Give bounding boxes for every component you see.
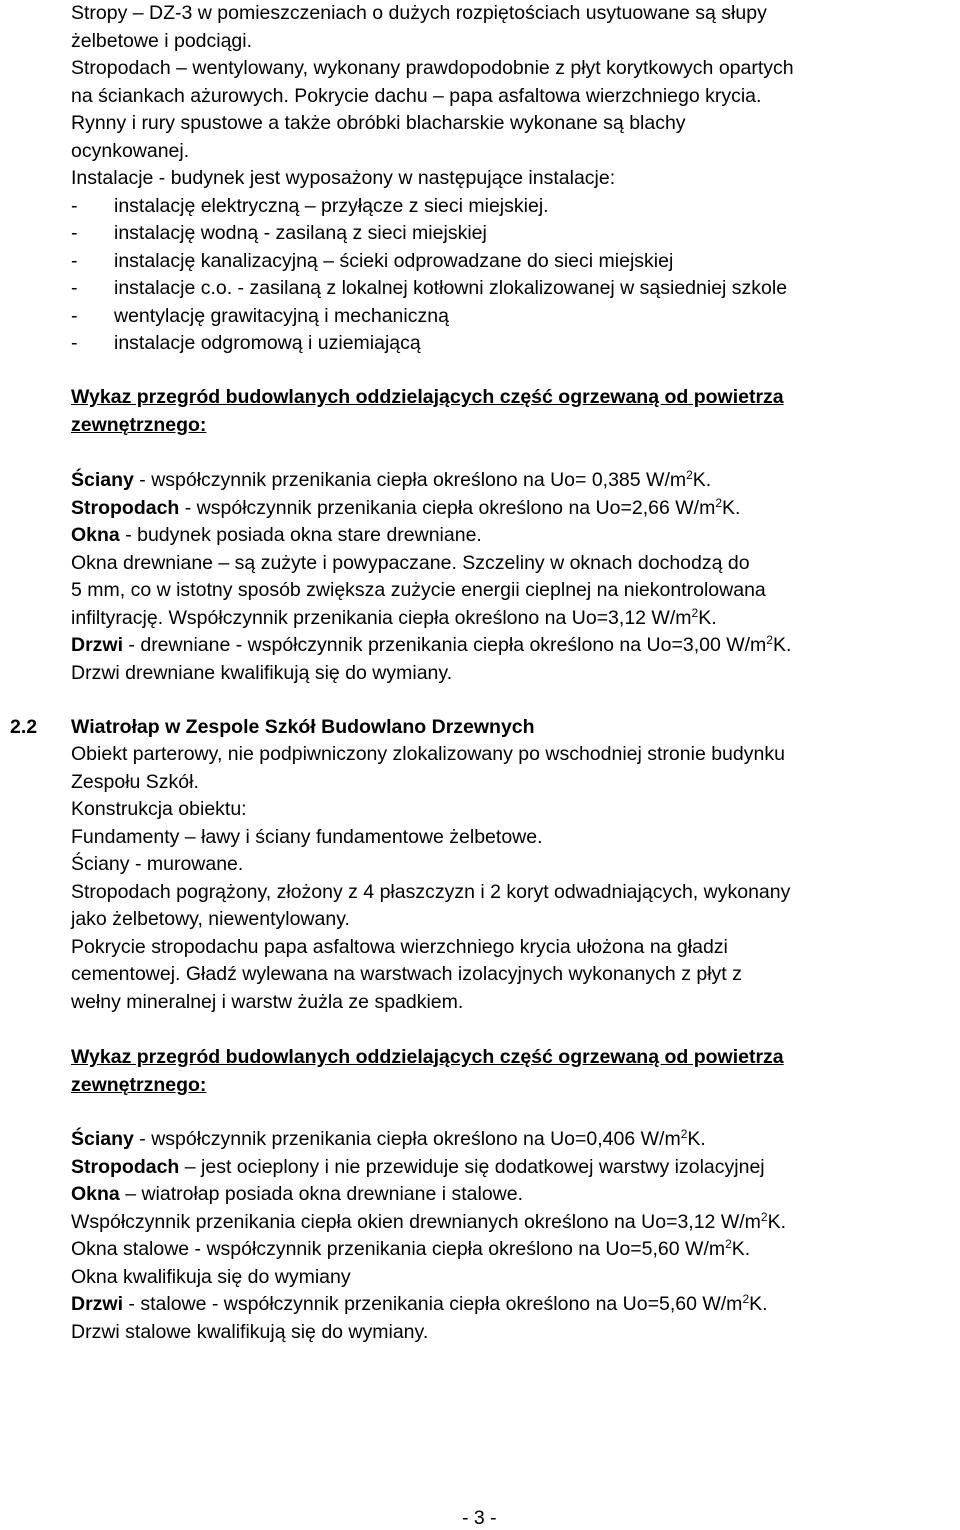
text-line <box>71 83 761 110</box>
unit-suffix: K. <box>767 1210 787 1233</box>
text-line <box>71 1209 786 1236</box>
text-line <box>71 330 421 357</box>
bold-label: Okna <box>71 524 120 546</box>
line-text: 5 mm, co w istotny sposób zwiększa zużycie energii cieplnej na niekontrolowana <box>71 579 766 601</box>
unit-suffix: K. <box>731 1238 751 1260</box>
line-text: - współczynnik przenikania ciepła określono na Uo=2,66 W/m <box>179 496 716 519</box>
line-text: Ściany - murowane. <box>71 853 244 875</box>
line-text: Okna drewniane – są zużyte i powypaczane. Szczeliny w oknach dochodzą do <box>71 551 750 574</box>
line-text: - współczynnik przenikania ciepła określono na Uo=0,406 W/m <box>133 1128 681 1150</box>
text-line <box>71 275 787 302</box>
line-text: Współczynnik przenikania ciepła okien drewnianych określono na Uo=3,12 W/m <box>71 1210 761 1233</box>
text-line <box>71 605 717 632</box>
unit-suffix: K. <box>687 1128 706 1150</box>
text-line <box>71 550 750 577</box>
line-text: Instalacje - budynek jest wyposażony w następujące instalacje: <box>71 167 616 189</box>
line-text: - drewniane - współczynnik przenikania ciepła określono na Uo=3,00 W/m <box>123 634 767 656</box>
bullet-dash: - <box>71 194 78 217</box>
bold-label: Ściany <box>71 1128 134 1150</box>
text-line <box>71 961 742 988</box>
line-text: żelbetowe i podciągi. <box>71 29 253 52</box>
bullet-dash: - <box>71 249 78 272</box>
bullet-dash: - <box>71 304 78 327</box>
bold-label: Drzwi <box>71 634 124 656</box>
bullet-text: instalację kanalizacyjną – ścieki odprowadzane do sieci miejskiej <box>114 249 674 272</box>
superscript: 2 <box>686 468 693 482</box>
text-line <box>71 1126 706 1153</box>
line-text: Rynny i rury spustowe a także obróbki blacharskie wykonane są blachy <box>71 112 686 134</box>
text-line <box>71 522 482 549</box>
unit-suffix: K. <box>722 496 741 519</box>
text-line <box>71 906 350 933</box>
superscript: 2 <box>766 633 773 647</box>
line-text: Fundamenty – ławy i ściany fundamentowe żelbetowe. <box>71 825 543 848</box>
text-line <box>71 165 615 192</box>
line-text: Obiekt parterowy, nie podpiwniczony zlokalizowany po wschodniej stronie budynku <box>71 743 785 765</box>
text-line <box>71 1264 351 1291</box>
line-text: Konstrukcja obiektu: <box>71 798 247 820</box>
bold-label: Stropodach <box>71 496 180 519</box>
line-text: - stalowe - współczynnik przenikania ciepła określono na Uo=5,60 W/m <box>123 1293 743 1315</box>
line-text: – wiatrołap posiada okna drewniane i stalowe. <box>119 1183 524 1205</box>
heading-line: zewnętrznego: <box>71 413 207 436</box>
superscript: 2 <box>680 1127 688 1141</box>
line-text: Stropy – DZ-3 w pomieszczeniach o dużych rozpiętościach usytuowane są słupy <box>71 2 767 24</box>
text-line <box>71 248 673 275</box>
text-line <box>71 55 794 82</box>
page-number: - 3 - <box>462 1507 497 1529</box>
bullet-text: instalacje c.o. - zasilaną z lokalnej kotłowni zlokalizowanej w sąsiedniej szkole <box>114 277 788 299</box>
text-line <box>71 632 791 659</box>
line-text: – jest ocieplony i nie przewiduje się dodatkowej warstwy izolacyjnej <box>179 1155 765 1178</box>
text-line <box>71 1291 768 1318</box>
text-line <box>71 879 790 906</box>
bold-label: Ściany <box>71 469 134 491</box>
bullet-text: instalację elektryczną – przyłącze z sieci miejskiej. <box>114 194 549 217</box>
text-line <box>71 0 767 27</box>
unit-suffix: K. <box>749 1293 768 1315</box>
superscript: 2 <box>760 1209 768 1224</box>
text-line <box>71 851 243 878</box>
line-text: jako żelbetowy, niewentylowany. <box>71 908 350 930</box>
line-text: cementowej. Gładź wylewana na warstwach izolacyjnych wykonanych z płyt z <box>71 963 742 985</box>
line-text: infiltyrację. Współczynnik przenikania ciepła określono na Uo=3,12 W/m <box>71 606 692 629</box>
text-line <box>71 28 252 55</box>
bold-label: Stropodach <box>71 1155 180 1178</box>
bullet-text: wentylację grawitacyjną i mechaniczną <box>114 304 449 327</box>
bullet-dash: - <box>71 277 78 299</box>
superscript: 2 <box>725 1237 732 1251</box>
superscript: 2 <box>691 605 699 620</box>
section-heading <box>10 714 535 741</box>
text-line <box>71 110 686 137</box>
text-line <box>71 989 463 1016</box>
line-text: - budynek posiada okna stare drewniane. <box>119 524 482 546</box>
heading-line: Wykaz przegród budowlanych oddzielających część ogrzewaną od powietrza <box>71 1046 784 1068</box>
bullet-dash: - <box>71 222 78 244</box>
unit-suffix: K. <box>772 634 792 656</box>
heading-line: Wykaz przegród budowlanych oddzielających część ogrzewaną od powietrza <box>71 386 784 408</box>
line-text: - współczynnik przenikania ciepła określono na Uo= 0,385 W/m <box>133 469 687 491</box>
line-text: ocynkowanej. <box>71 139 190 162</box>
line-text: Okna stalowe - współczynnik przenikania ciepła określono na Uo=5,60 W/m <box>71 1238 726 1260</box>
text-line <box>71 1181 523 1208</box>
bullet-dash: - <box>71 332 78 354</box>
text-line <box>71 220 487 247</box>
text-line <box>71 934 728 961</box>
text-line <box>71 769 199 796</box>
text-line <box>71 1154 765 1181</box>
text-line <box>71 495 740 522</box>
line-text: Stropodach – wentylowany, wykonany prawdopodobnie z płyt korytkowych opartych <box>71 57 794 79</box>
unit-suffix: K. <box>692 469 712 491</box>
text-line <box>71 824 543 851</box>
text-line <box>71 577 766 604</box>
text-line <box>71 741 785 768</box>
bold-label: Drzwi <box>71 1293 124 1315</box>
superscript: 2 <box>715 495 722 510</box>
line-text: Drzwi stalowe kwalifikują się do wymiany. <box>71 1320 429 1343</box>
line-text: na ściankach ażurowych. Pokrycie dachu – papa asfaltowa wierzchniego krycia. <box>71 84 762 107</box>
text-line <box>71 796 247 823</box>
bullet-text: instalację wodną - zasilaną z sieci miejskiej <box>114 222 487 244</box>
heading-line: zewnętrznego: <box>71 1073 207 1096</box>
text-line <box>71 303 449 330</box>
section-number: 2.2 <box>10 716 38 738</box>
text-line <box>71 660 452 687</box>
bullet-text: instalacje odgromową i uziemiającą <box>114 332 421 354</box>
text-line <box>71 138 189 165</box>
line-text: Zespołu Szkół. <box>71 770 199 793</box>
text-line <box>71 467 711 494</box>
line-text: Drzwi drewniane kwalifikują się do wymiany. <box>71 661 453 684</box>
line-text: Okna kwalifikuja się do wymiany <box>71 1265 351 1288</box>
line-text: Pokrycie stropodachu papa asfaltowa wierzchniego krycia ułożona na gładzi <box>71 935 728 958</box>
text-line <box>71 1319 428 1346</box>
text-line <box>71 1236 750 1263</box>
superscript: 2 <box>742 1292 750 1306</box>
unit-suffix: K. <box>698 606 717 629</box>
line-text: wełny mineralnej i warstw żużla ze spadkiem. <box>71 990 464 1013</box>
bold-label: Okna <box>71 1183 120 1205</box>
text-line <box>71 193 549 220</box>
line-text: Stropodach pogrążony, złożony z 4 płaszczyzn i 2 koryt odwadniających, wykonany <box>71 880 791 903</box>
section-title: Wiatrołap w Zespole Szkół Budowlano Drzewnych <box>71 716 535 738</box>
